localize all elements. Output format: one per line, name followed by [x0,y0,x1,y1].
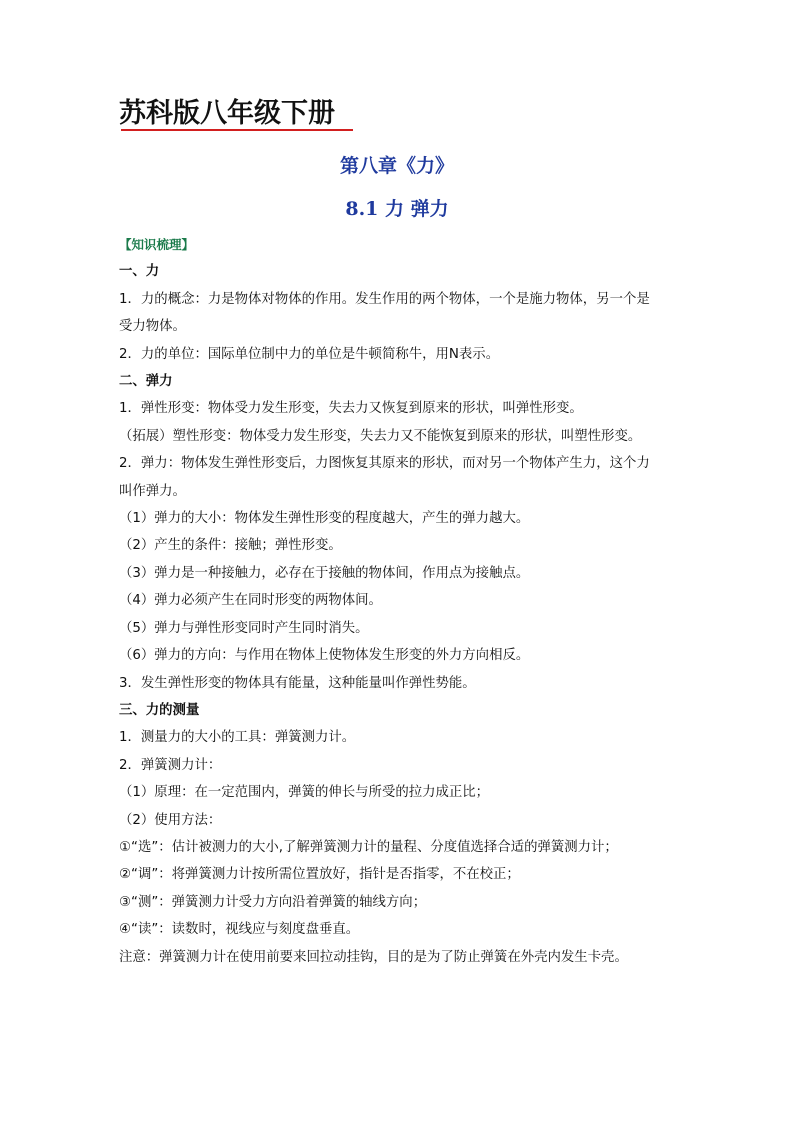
paragraph-line: ②“调”：将弹簧测力计按所需位置放好，指针是否指零，不在校正； [119,867,520,883]
paragraph-line: （2）使用方法： [119,812,222,828]
brand-title: 苏科版八年级下册 [119,98,335,129]
document-body [119,231,681,971]
paragraph-line: ④“读”：读数时，视线应与刻度盘垂直。 [119,922,360,938]
paragraph-line: ③“测”：弹簧测力计受力方向沿着弹簧的轴线方向； [119,894,427,910]
paragraph-line: （5）弹力与弹性形变同时产生同时消失。 [119,620,369,636]
heading-force-measurement: 三、力的测量 [119,702,200,718]
paragraph-line: 1．测量力的大小的工具：弹簧测力计。 [119,730,356,746]
brand-title-underline [121,129,353,131]
note-line: 注意：弹簧测力计在使用前要来回拉动挂钩，目的是为了防止弹簧在外壳内发生卡壳。 [119,949,628,965]
paragraph-line: 1．弹性形变：物体受力发生形变，失去力又恢复到原来的形状，叫弹性形变。 [119,401,583,417]
paragraph-line: （6）弹力的方向：与作用在物体上使物体发生形变的外力方向相反。 [119,648,530,664]
paragraph-line: （3）弹力是一种接触力，必存在于接触的物体间，作用点为接触点。 [119,565,530,581]
paragraph-line: （2）产生的条件：接触；弹性形变。 [119,538,342,554]
paragraph-line: 叫作弹力。 [119,483,186,499]
paragraph-line: 2．力的单位：国际单位制中力的单位是牛顿简称牛，用N表示。 [119,346,500,362]
section-title: 8.1 力 弹力 [345,198,449,220]
paragraph-line: 2．弹簧测力计： [119,757,222,773]
paragraph-line: 受力物体。 [119,319,186,335]
paragraph-line: 1．力的概念：力是物体对物体的作用。发生作用的两个物体，一个是施力物体，另一个是 [119,291,650,307]
paragraph-line: 3．发生弹性形变的物体具有能量，这种能量叫作弹性势能。 [119,675,476,691]
heading-elastic-force: 二、弹力 [119,374,173,390]
knowledge-summary-tag: 【知识梳理】 [119,237,195,252]
paragraph-line: （1）弹力的大小：物体发生弹性形变的程度越大，产生的弹力越大。 [119,511,530,527]
paragraph-line: （4）弹力必须产生在同时形变的两物体间。 [119,593,382,609]
paragraph-line: 2．弹力：物体发生弹性形变后，力图恢复其原来的形状，而对另一个物体产生力，这个力 [119,456,650,472]
paragraph-line: ①“选”：估计被测力的大小,了解弹簧测力计的量程、分度值选择合适的弹簧测力计； [119,839,618,855]
paragraph-line: （1）原理：在一定范围内，弹簧的伸长与所受的拉力成正比； [119,785,490,801]
chapter-title: 第八章《力》 [339,155,454,177]
paragraph-line: （拓展）塑性形变：物体受力发生形变，失去力又不能恢复到原来的形状，叫塑性形变。 [119,428,642,444]
heading-force: 一、力 [119,264,160,280]
